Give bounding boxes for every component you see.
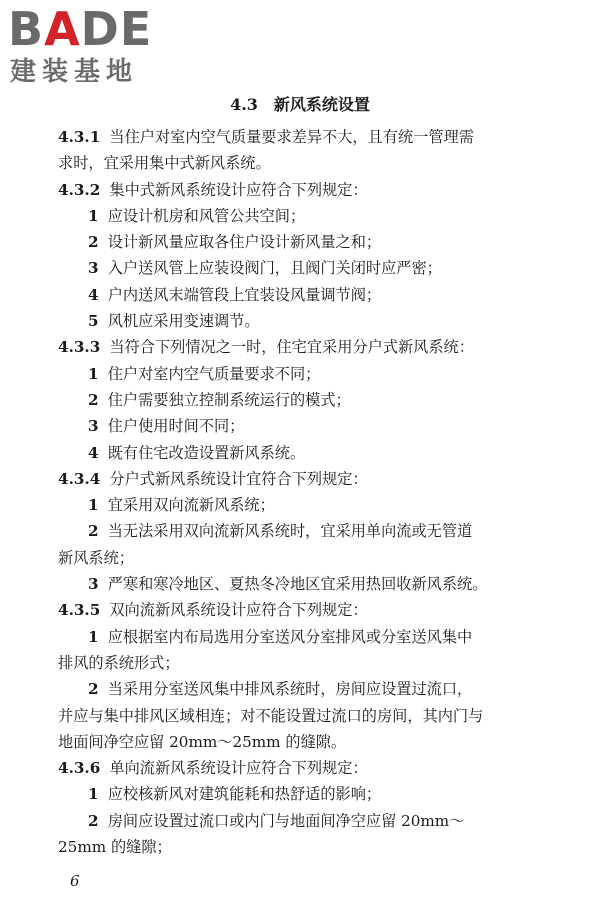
logo-subtitle: 建装基地 xyxy=(10,57,139,87)
clause-number: 1 xyxy=(88,206,99,225)
clause-number: 2 xyxy=(88,233,99,252)
clause-line xyxy=(58,676,548,702)
clause-number: 3 xyxy=(88,259,99,278)
clause-text: 求时，宜采用集中式新风系统。 xyxy=(58,154,271,173)
clause-text: 地面间净空应留 20mm～25mm 的缝隙。 xyxy=(58,732,347,751)
logo-wordmark: BADE xyxy=(8,2,153,56)
clause-text: 风机应采用变速调节。 xyxy=(107,312,260,331)
clause-line xyxy=(58,466,548,492)
clause-text: 单向流新风系统设计应符合下列规定： xyxy=(109,759,368,778)
clause-line xyxy=(58,413,548,439)
clause-text: 当住户对室内空气质量要求差异不大，且有统一管理需 xyxy=(109,128,474,146)
clause-text: 当无法采用双向流新风系统时，宜采用单向流或无管道 xyxy=(107,522,473,541)
clause-text: 住户需要独立控制系统运行的模式； xyxy=(107,390,351,409)
clause-number: 4 xyxy=(88,443,99,462)
clause-text: 户内送风末端管段上宜装设风量调节阀； xyxy=(107,285,382,304)
clause-line xyxy=(58,755,548,781)
clause-line xyxy=(58,282,548,308)
clause-line xyxy=(58,255,548,281)
page-number: 6 xyxy=(70,872,80,890)
clause-line xyxy=(58,624,548,650)
clause-text: 既有住宅改造设置新风系统。 xyxy=(107,443,306,462)
clause-line xyxy=(58,440,548,466)
clause-number: 2 xyxy=(88,390,99,409)
clause-number: 3 xyxy=(88,575,99,594)
clause-line xyxy=(58,124,548,150)
clause-text: 应根据室内布局选用分室送风分室排风或分室送风集中 xyxy=(107,627,473,646)
clause-text: 双向流新风系统设计应符合下列规定： xyxy=(109,601,368,620)
clause-line xyxy=(58,781,548,807)
clause-line xyxy=(58,387,548,413)
clause-number: 4.3.5 xyxy=(58,601,101,620)
clause-text: 住户使用时间不同； xyxy=(107,417,245,436)
continuation-line xyxy=(58,834,548,860)
clause-number: 2 xyxy=(88,811,99,830)
clause-number: 1 xyxy=(88,785,99,804)
clause-text: 住户对室内空气质量要求不同； xyxy=(107,364,321,383)
clause-text: 排风的系统形式； xyxy=(58,653,180,672)
clause-line xyxy=(58,518,548,544)
clause-text: 分户式新风系统设计宜符合下列规定： xyxy=(109,469,368,488)
clause-text: 入户送风管上应装设阀门，且阀门关闭时应严密； xyxy=(107,259,442,278)
clause-text: 应校核新风对建筑能耗和热舒适的影响； xyxy=(107,785,382,804)
clause-text: 当符合下列情况之一时，住宅宜采用分户式新风系统： xyxy=(109,338,474,357)
clause-line xyxy=(58,229,548,255)
clause-number: 2 xyxy=(88,522,99,541)
clause-text: 集中式新风系统设计应符合下列规定： xyxy=(109,180,368,199)
clause-line xyxy=(58,334,548,360)
clause-line xyxy=(58,597,548,623)
clause-text: 新风系统； xyxy=(58,548,134,567)
continuation-line xyxy=(58,545,548,571)
clause-number: 2 xyxy=(88,680,99,699)
clause-line xyxy=(58,492,548,518)
clause-line xyxy=(58,571,548,597)
section-body xyxy=(58,124,548,860)
clause-number: 1 xyxy=(88,627,99,646)
section-title: 4.3 新风系统设置 xyxy=(230,95,370,114)
clause-number: 4.3.6 xyxy=(58,759,101,778)
continuation-line xyxy=(58,150,548,176)
clause-text: 宜采用双向流新风系统； xyxy=(107,496,275,515)
clause-number: 4.3.3 xyxy=(58,338,101,357)
clause-text: 房间应设置过流口或内门与地面间净空应留 20mm～ xyxy=(107,811,465,830)
clause-text: 25mm 的缝隙； xyxy=(58,838,172,857)
clause-number: 4 xyxy=(88,285,99,304)
clause-number: 5 xyxy=(88,312,99,331)
continuation-line xyxy=(58,729,548,755)
continuation-line xyxy=(58,650,548,676)
clause-line xyxy=(58,203,548,229)
clause-number: 1 xyxy=(88,364,99,383)
clause-text: 严寒和寒冷地区、夏热冬冷地区宜采用热回收新风系统。 xyxy=(107,575,488,594)
continuation-line xyxy=(58,703,548,729)
clause-number: 1 xyxy=(88,496,99,515)
clause-text: 当采用分室送风集中排风系统时，房间应设置过流口， xyxy=(107,680,473,699)
bade-logo xyxy=(8,2,178,90)
clause-number: 4.3.2 xyxy=(58,180,101,199)
clause-line xyxy=(58,361,548,387)
clause-text: 应设计机房和风管公共空间； xyxy=(107,206,306,225)
clause-text: 并应与集中排风区域相连；对不能设置过流口的房间，其内门与 xyxy=(58,706,484,725)
clause-number: 4.3.4 xyxy=(58,469,101,488)
clause-line xyxy=(58,177,548,203)
clause-line xyxy=(58,808,548,834)
clause-text: 设计新风量应取各住户设计新风量之和； xyxy=(107,233,382,252)
clause-number: 3 xyxy=(88,417,99,436)
clause-number: 4.3.1 xyxy=(58,128,101,146)
clause-line xyxy=(58,308,548,334)
